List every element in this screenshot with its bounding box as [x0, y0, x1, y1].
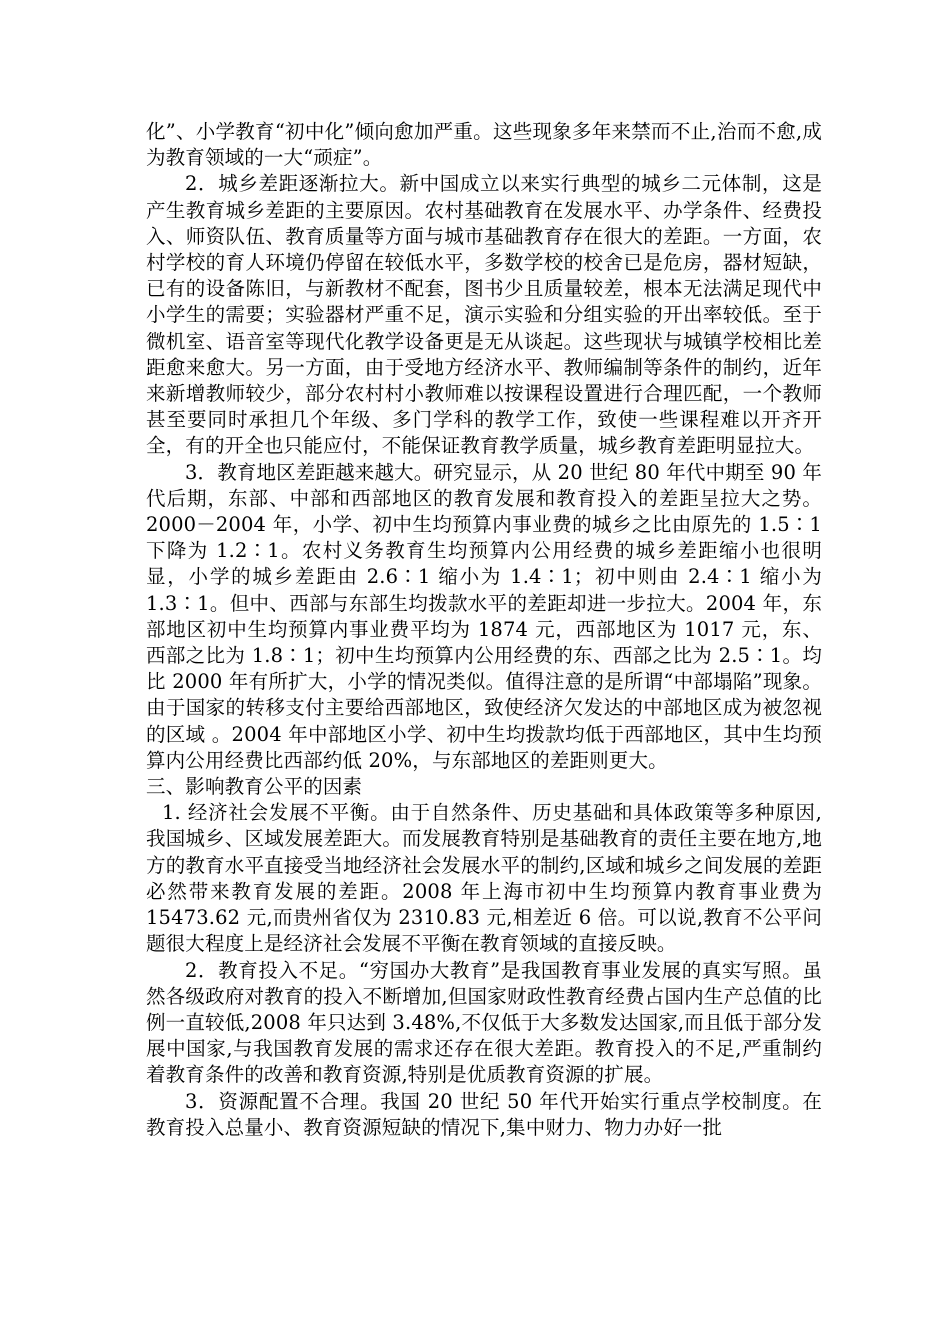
section-heading: 三、影响教育公平的因素 [146, 775, 363, 799]
paragraph-insufficient-investment: 2．教育投入不足。“穷国办大教育”是我国教育事业发展的真实写照。虽然各级政府对教育的投入不断增加,但国家财政性教育经费占国内生产总值的比例一直较低,2008 年只达到 3.48%,不仅低于大多数发达国家,而且低于部分发展中国家,与我国教育发展的需求还存在很大差距。教育投入的不足,严重制约着教育条件的改善和教育资源,特别是优质教育资源的扩展。 [146, 958, 822, 1087]
paragraph-urban-rural-gap: 2．城乡差距逐渐拉大。新中国成立以来实行典型的城乡二元体制，这是产生教育城乡差距的主要原因。农村基础教育在发展水平、办学条件、经费投入、师资队伍、教育质量等方面与城市基础教育存在很大的差距。一方面，农村学校的育人环境仍停留在较低水平，多数学校的校舍已是危房，器材短缺，已有的设备陈旧，与新教材不配套，图书少且质量较差，根本无法满足现代中小学生的需要；实验器材严重不足，演示实验和分组实验的开出率较低。至于微机室、语音室等现代化教学设备更是无从谈起。这些现状与城镇学校相比差距愈来愈大。另一方面，由于受地方经济水平、教师编制等条件的制约，近年来新增教师较少，部分农村村小教师难以按课程设置进行合理匹配，一个教师甚至要同时承担几个年级、多门学科的教学工作，致使一些课程难以开齐开全，有的开全也只能应付，不能保证教育教学质量，城乡教育差距明显拉大。 [146, 172, 822, 458]
document-page [146, 119, 822, 1141]
paragraph-regional-gap: 3．教育地区差距越来越大。研究显示，从 20 世纪 80 年代中期至 90 年代后期，东部、中部和西部地区的教育发展和教育投入的差距呈拉大之势。2000－2004 年，小学、初中生均预算内事业费的城乡之比由原先的 1.5∶1 下降为 1.2∶1。农村义务教育生均预算内公用经费的城乡差距缩小也很明显，小学的城乡差距由 2.6∶1 缩小为 1.4∶1；初中则由 2.4∶1 缩小为 1.3∶1。但中、西部与东部生均拨款水平的差距却进一步拉大。2004 年，东部地区初中生均预算内事业费平均为 1874 元，西部地区为 1017 元，东、西部之比为 1.8∶1；初中生均预算内公用经费的东、西部之比为 2.5∶1。均比 2000 年有所扩大，小学的情况类似。值得注意的是所谓“中部塌陷”现象。由于国家的转移支付主要给西部地区，致使经济欠发达的中部地区成为被忽视的区域 。2004 年中部地区小学、初中生均拨款均低于西部地区，其中生均预算内公用经费比西部约低 20%，与东部地区的差距则更大。 [146, 460, 822, 772]
paragraph-resource-allocation: 3．资源配置不合理。我国 20 世纪 50 年代开始实行重点学校制度。在教育投入总量小、教育资源短缺的情况下,集中财力、物力办好一批 [146, 1089, 822, 1139]
paragraph-economic-imbalance: 1. 经济社会发展不平衡。由于自然条件、历史基础和具体政策等多种原因,我国城乡、区域发展差距大。而发展教育特别是基础教育的责任主要在地方,地方的教育水平直接受当地经济社会发展水平的制约,区域和城乡之间发展的差距必然带来教育发展的差距。2008 年上海市初中生均预算内教育事业费为 15473.62 元,而贵州省仅为 2310.83 元,相差近 6 倍。可以说,教育不公平问题很大程度上是经济社会发展不平衡在教育领域的直接反映。 [146, 801, 822, 956]
paragraph-continuation: 化”、小学教育“初中化”倾向愈加严重。这些现象多年来禁而不止,治而不愈,成为教育领域的一大“顽症”。 [146, 120, 822, 170]
